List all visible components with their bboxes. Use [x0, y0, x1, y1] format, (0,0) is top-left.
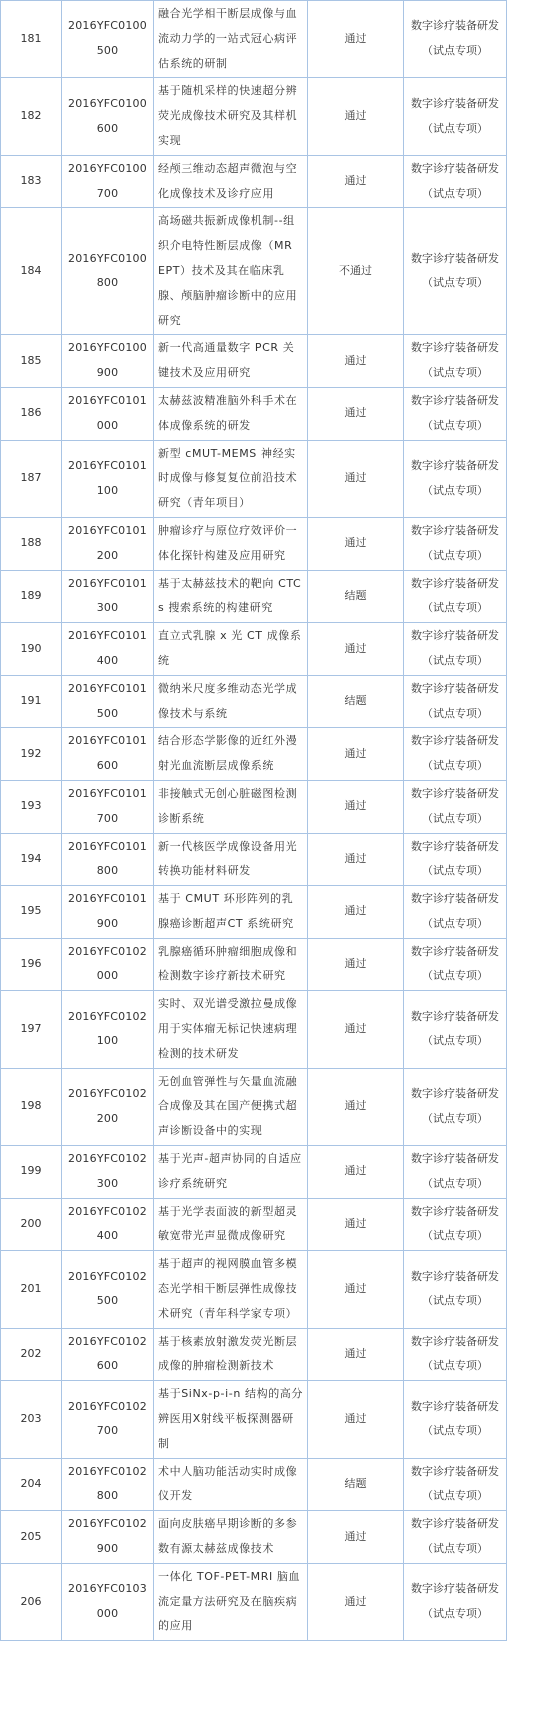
row-number-cell: 191 — [1, 675, 62, 728]
table-row — [1, 570, 507, 623]
table-row — [1, 623, 507, 676]
program-category-cell: 数字诊疗装备研发（试点专项） — [404, 1458, 507, 1511]
table-row — [1, 886, 507, 939]
project-code-cell: 2016YFC0101800 — [62, 833, 154, 886]
project-name-cell: 直立式乳腺 x 光 CT 成像系统 — [154, 623, 308, 676]
project-code-cell: 2016YFC0102300 — [62, 1146, 154, 1199]
review-result-cell: 通过 — [308, 728, 404, 781]
project-code-cell: 2016YFC0101200 — [62, 517, 154, 570]
project-code-cell: 2016YFC0103000 — [62, 1563, 154, 1640]
table-row — [1, 1146, 507, 1199]
project-name-cell: 基于超声的视网膜血管多模态光学相干断层弹性成像技术研究（青年科学家专项） — [154, 1251, 308, 1328]
row-number-cell: 189 — [1, 570, 62, 623]
table-row — [1, 517, 507, 570]
project-code-cell: 2016YFC0102000 — [62, 938, 154, 991]
program-category-cell: 数字诊疗装备研发（试点专项） — [404, 1068, 507, 1145]
project-code-cell: 2016YFC0100500 — [62, 1, 154, 78]
row-number-cell: 205 — [1, 1511, 62, 1564]
review-result-cell: 结题 — [308, 1458, 404, 1511]
row-number-cell: 195 — [1, 886, 62, 939]
program-category-cell: 数字诊疗装备研发（试点专项） — [404, 728, 507, 781]
project-code-cell: 2016YFC0100900 — [62, 335, 154, 388]
review-result-cell: 通过 — [308, 1511, 404, 1564]
table-row — [1, 1251, 507, 1328]
review-result-cell: 通过 — [308, 1146, 404, 1199]
project-name-cell: 肿瘤诊疗与原位疗效评价一体化探针构建及应用研究 — [154, 517, 308, 570]
table-row — [1, 728, 507, 781]
project-name-cell: 新一代高通量数字 PCR 关键技术及应用研究 — [154, 335, 308, 388]
project-name-cell: 基于核素放射激发荧光断层成像的肿瘤检测新技术 — [154, 1328, 308, 1381]
project-name-cell: 新型 cMUT-MEMS 神经实时成像与修复复位前沿技术研究（青年项目） — [154, 440, 308, 517]
review-result-cell: 通过 — [308, 1381, 404, 1458]
project-name-cell: 基于太赫兹技术的靶向 CTCs 搜索系统的构建研究 — [154, 570, 308, 623]
program-category-cell: 数字诊疗装备研发（试点专项） — [404, 387, 507, 440]
project-code-cell: 2016YFC0102700 — [62, 1381, 154, 1458]
project-code-cell: 2016YFC0101000 — [62, 387, 154, 440]
row-number-cell: 181 — [1, 1, 62, 78]
project-code-cell: 2016YFC0101300 — [62, 570, 154, 623]
table-row — [1, 1198, 507, 1251]
row-number-cell: 193 — [1, 780, 62, 833]
row-number-cell: 197 — [1, 991, 62, 1068]
table-row — [1, 780, 507, 833]
review-result-cell: 通过 — [308, 886, 404, 939]
table-row — [1, 387, 507, 440]
project-code-cell: 2016YFC0102600 — [62, 1328, 154, 1381]
project-name-cell: 基于光声-超声协同的自适应诊疗系统研究 — [154, 1146, 308, 1199]
review-result-cell: 通过 — [308, 1251, 404, 1328]
review-result-cell: 通过 — [308, 1563, 404, 1640]
table-row — [1, 1458, 507, 1511]
project-name-cell: 太赫兹波精准脑外科手术在体成像系统的研发 — [154, 387, 308, 440]
table-row — [1, 440, 507, 517]
project-name-cell: 术中人脑功能活动实时成像仪开发 — [154, 1458, 308, 1511]
project-name-cell: 无创血管弹性与矢量血流融合成像及其在国产便携式超声诊断设备中的实现 — [154, 1068, 308, 1145]
program-category-cell: 数字诊疗装备研发（试点专项） — [404, 1251, 507, 1328]
table-row — [1, 675, 507, 728]
project-name-cell: 基于 CMUT 环形阵列的乳腺癌诊断超声CT 系统研究 — [154, 886, 308, 939]
row-number-cell: 192 — [1, 728, 62, 781]
review-result-cell: 通过 — [308, 623, 404, 676]
project-code-cell: 2016YFC0101700 — [62, 780, 154, 833]
program-category-cell: 数字诊疗装备研发（试点专项） — [404, 1198, 507, 1251]
project-name-cell: 基于SiNx-p-i-n 结构的高分辨医用X射线平板探测器研制 — [154, 1381, 308, 1458]
project-code-cell: 2016YFC0100700 — [62, 155, 154, 208]
review-result-cell: 通过 — [308, 1, 404, 78]
program-category-cell: 数字诊疗装备研发（试点专项） — [404, 1, 507, 78]
review-result-cell: 通过 — [308, 938, 404, 991]
project-code-cell: 2016YFC0102400 — [62, 1198, 154, 1251]
table-row — [1, 833, 507, 886]
project-code-cell: 2016YFC0102800 — [62, 1458, 154, 1511]
table-body — [1, 1, 507, 1641]
project-name-cell: 微纳米尺度多维动态光学成像技术与系统 — [154, 675, 308, 728]
row-number-cell: 184 — [1, 208, 62, 335]
program-category-cell: 数字诊疗装备研发（试点专项） — [404, 1328, 507, 1381]
row-number-cell: 198 — [1, 1068, 62, 1145]
row-number-cell: 186 — [1, 387, 62, 440]
row-number-cell: 190 — [1, 623, 62, 676]
program-category-cell: 数字诊疗装备研发（试点专项） — [404, 570, 507, 623]
table-row — [1, 1328, 507, 1381]
program-category-cell: 数字诊疗装备研发（试点专项） — [404, 833, 507, 886]
project-code-cell: 2016YFC0100600 — [62, 78, 154, 155]
project-code-cell: 2016YFC0100800 — [62, 208, 154, 335]
row-number-cell: 199 — [1, 1146, 62, 1199]
row-number-cell: 203 — [1, 1381, 62, 1458]
project-name-cell: 实时、双光谱受激拉曼成像用于实体瘤无标记快速病理检测的技术研发 — [154, 991, 308, 1068]
program-category-cell: 数字诊疗装备研发（试点专项） — [404, 155, 507, 208]
row-number-cell: 194 — [1, 833, 62, 886]
table-row — [1, 1511, 507, 1564]
row-number-cell: 200 — [1, 1198, 62, 1251]
project-name-cell: 面向皮肤癌早期诊断的多参数有源太赫兹成像技术 — [154, 1511, 308, 1564]
review-result-cell: 结题 — [308, 675, 404, 728]
program-category-cell: 数字诊疗装备研发（试点专项） — [404, 991, 507, 1068]
review-result-cell: 通过 — [308, 833, 404, 886]
table-row — [1, 1381, 507, 1458]
row-number-cell: 183 — [1, 155, 62, 208]
program-category-cell: 数字诊疗装备研发（试点专项） — [404, 517, 507, 570]
program-category-cell: 数字诊疗装备研发（试点专项） — [404, 938, 507, 991]
row-number-cell: 196 — [1, 938, 62, 991]
review-result-cell: 通过 — [308, 78, 404, 155]
project-name-cell: 经颅三维动态超声微泡与空化成像技术及诊疗应用 — [154, 155, 308, 208]
review-result-cell: 通过 — [308, 155, 404, 208]
project-name-cell: 乳腺癌循环肿瘤细胞成像和检测数字诊疗新技术研究 — [154, 938, 308, 991]
table-row — [1, 938, 507, 991]
project-code-cell: 2016YFC0101100 — [62, 440, 154, 517]
project-name-cell: 非接触式无创心脏磁图检测诊断系统 — [154, 780, 308, 833]
table-row — [1, 155, 507, 208]
program-category-cell: 数字诊疗装备研发（试点专项） — [404, 1146, 507, 1199]
review-result-cell: 结题 — [308, 570, 404, 623]
project-name-cell: 融合光学相干断层成像与血流动力学的一站式冠心病评估系统的研制 — [154, 1, 308, 78]
review-result-cell: 通过 — [308, 780, 404, 833]
program-category-cell: 数字诊疗装备研发（试点专项） — [404, 1381, 507, 1458]
program-category-cell: 数字诊疗装备研发（试点专项） — [404, 780, 507, 833]
program-category-cell: 数字诊疗装备研发（试点专项） — [404, 675, 507, 728]
row-number-cell: 202 — [1, 1328, 62, 1381]
row-number-cell: 188 — [1, 517, 62, 570]
project-name-cell: 高场磁共振新成像机制--组织介电特性断层成像（MR EPT）技术及其在临床乳腺、颅脑肿瘤诊断中的应用研究 — [154, 208, 308, 335]
table-row — [1, 335, 507, 388]
program-category-cell: 数字诊疗装备研发（试点专项） — [404, 1563, 507, 1640]
review-result-cell: 通过 — [308, 335, 404, 388]
program-category-cell: 数字诊疗装备研发（试点专项） — [404, 1511, 507, 1564]
project-name-cell: 新一代核医学成像设备用光转换功能材料研发 — [154, 833, 308, 886]
program-category-cell: 数字诊疗装备研发（试点专项） — [404, 78, 507, 155]
project-code-cell: 2016YFC0102900 — [62, 1511, 154, 1564]
review-result-cell: 通过 — [308, 991, 404, 1068]
row-number-cell: 182 — [1, 78, 62, 155]
review-result-cell: 不通过 — [308, 208, 404, 335]
project-code-cell: 2016YFC0102100 — [62, 991, 154, 1068]
project-code-cell: 2016YFC0102500 — [62, 1251, 154, 1328]
review-result-cell: 通过 — [308, 1198, 404, 1251]
project-code-cell: 2016YFC0101500 — [62, 675, 154, 728]
table-row — [1, 208, 507, 335]
project-name-cell: 一体化 TOF-PET-MRI 脑血流定量方法研究及在脑疾病的应用 — [154, 1563, 308, 1640]
program-category-cell: 数字诊疗装备研发（试点专项） — [404, 886, 507, 939]
project-name-cell: 基于光学表面波的新型超灵敏宽带光声显微成像研究 — [154, 1198, 308, 1251]
project-code-cell: 2016YFC0102200 — [62, 1068, 154, 1145]
review-result-cell: 通过 — [308, 517, 404, 570]
project-name-cell: 基于随机采样的快速超分辨荧光成像技术研究及其样机实现 — [154, 78, 308, 155]
row-number-cell: 185 — [1, 335, 62, 388]
program-category-cell: 数字诊疗装备研发（试点专项） — [404, 440, 507, 517]
program-category-cell: 数字诊疗装备研发（试点专项） — [404, 335, 507, 388]
row-number-cell: 187 — [1, 440, 62, 517]
table-row — [1, 78, 507, 155]
project-code-cell: 2016YFC0101600 — [62, 728, 154, 781]
table-row — [1, 1563, 507, 1640]
project-code-cell: 2016YFC0101900 — [62, 886, 154, 939]
row-number-cell: 201 — [1, 1251, 62, 1328]
table-row — [1, 1, 507, 78]
row-number-cell: 206 — [1, 1563, 62, 1640]
program-category-cell: 数字诊疗装备研发（试点专项） — [404, 623, 507, 676]
table-row — [1, 1068, 507, 1145]
review-result-cell: 通过 — [308, 1328, 404, 1381]
project-code-cell: 2016YFC0101400 — [62, 623, 154, 676]
program-category-cell: 数字诊疗装备研发（试点专项） — [404, 208, 507, 335]
review-result-cell: 通过 — [308, 387, 404, 440]
row-number-cell: 204 — [1, 1458, 62, 1511]
table-row — [1, 991, 507, 1068]
review-result-cell: 通过 — [308, 440, 404, 517]
project-name-cell: 结合形态学影像的近红外漫射光血流断层成像系统 — [154, 728, 308, 781]
review-result-cell: 通过 — [308, 1068, 404, 1145]
